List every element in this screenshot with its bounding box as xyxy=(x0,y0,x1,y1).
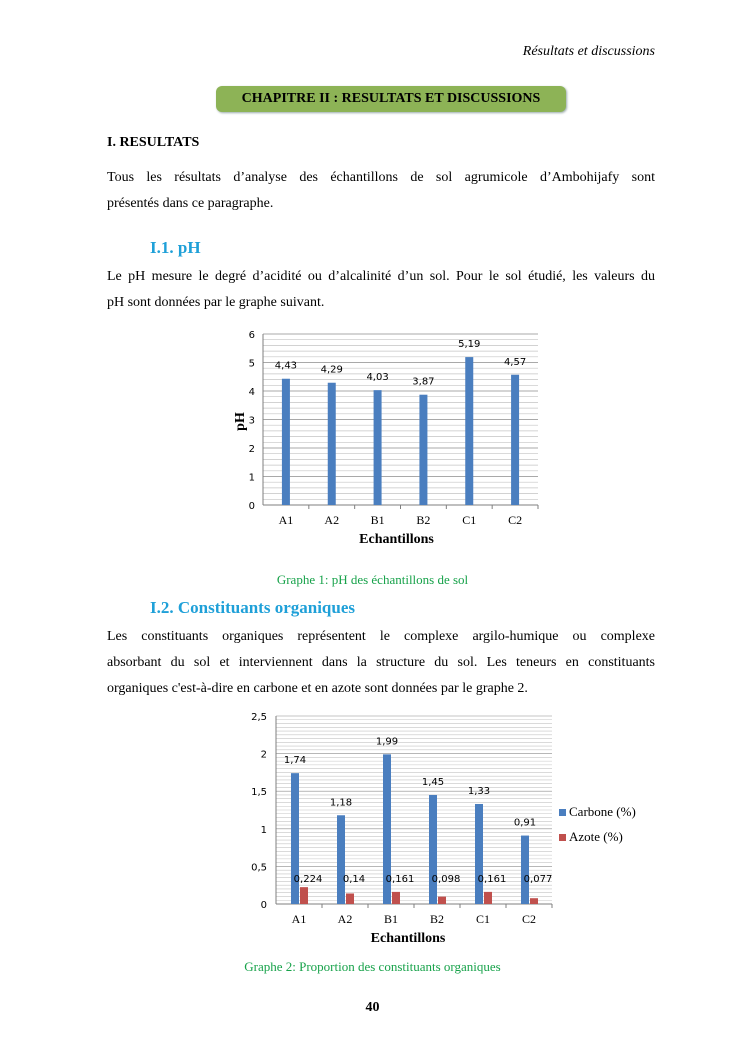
running-header: Résultats et discussions xyxy=(522,44,655,59)
bar-azote-b2 xyxy=(438,897,446,904)
intro-paragraph xyxy=(107,165,655,217)
x-tick-label: C2 xyxy=(508,513,523,527)
constituants-line-2: absorbant du sol et interviennent dans la structure du sol. Les teneurs en constituants xyxy=(107,655,655,670)
bar-label: 1,74 xyxy=(283,755,307,767)
y-tick-label: 1,5 xyxy=(251,787,267,799)
bar-ph-a2 xyxy=(328,383,336,505)
x-tick-label: B2 xyxy=(429,912,445,926)
bar-ph-b1 xyxy=(374,390,382,505)
y-tick-label: 0,5 xyxy=(251,862,267,874)
bar-label: 4,43 xyxy=(274,360,298,372)
bar-azote-c2 xyxy=(530,898,538,904)
y-tick-label: 2,5 xyxy=(251,712,267,723)
y-tick-label: 1 xyxy=(248,472,255,484)
chapter-title-box xyxy=(216,86,566,112)
subsection-heading-ph: I.1. pH xyxy=(150,238,201,257)
subsection-heading-constituants: I.2. Constituants organiques xyxy=(150,598,355,617)
y-tick-label: 5 xyxy=(248,358,255,370)
bar-ph-c2 xyxy=(511,375,519,505)
bar-label: 1,33 xyxy=(467,785,491,797)
y-tick-label: 2 xyxy=(248,444,255,455)
y-tick-label: 6 xyxy=(248,330,255,341)
page-number: 40 xyxy=(365,1000,380,1015)
bar-ph-a1 xyxy=(282,379,290,505)
ph-chart xyxy=(220,325,550,550)
bar-label: 4,29 xyxy=(320,364,343,376)
bar-label: 4,03 xyxy=(366,372,389,384)
bar-carbone-c2 xyxy=(521,836,529,904)
legend-swatch-carbone xyxy=(559,809,566,816)
ph-chart-caption: Graphe 1: pH des échantillons de sol xyxy=(276,572,469,587)
bar-carbone-a2 xyxy=(337,815,345,904)
intro-line-2: présentés dans ce paragraphe. xyxy=(107,196,274,211)
y-tick-label: 1 xyxy=(260,824,267,836)
constituants-line-1: Les constituants organiques représentent le complexe argilo-humique ou complexe xyxy=(107,629,655,644)
y-tick-label: 0 xyxy=(260,900,267,911)
y-axis-title: pH xyxy=(233,412,248,431)
legend-swatch-azote xyxy=(559,834,566,841)
bar-label: 0,91 xyxy=(513,817,537,829)
x-tick-label: B1 xyxy=(370,513,385,527)
x-tick-label: A2 xyxy=(324,513,340,527)
x-tick-label: B1 xyxy=(383,912,399,926)
intro-line-1: Tous les résultats d’analyse des échantillons de sol agrumicole d’Ambohijafy sont xyxy=(107,170,655,185)
y-tick-label: 0 xyxy=(248,501,255,512)
constituants-paragraph xyxy=(107,624,655,702)
bar-label: 0,224 xyxy=(293,874,323,885)
bar-label: 0,098 xyxy=(431,874,461,885)
constituants-line-3: organiques c'est-à-dire en carbone et en azote sont données par le graphe 2. xyxy=(107,681,528,696)
bar-label: 1,99 xyxy=(375,736,399,748)
ph-line-2: pH sont données par le graphe suivant. xyxy=(107,295,325,310)
bar-label: 1,18 xyxy=(329,797,353,809)
organic-chart xyxy=(235,706,665,950)
x-axis-title: Echantillons xyxy=(370,931,446,946)
bar-azote-a1 xyxy=(300,887,308,904)
x-tick-label: B2 xyxy=(416,513,431,527)
bar-label: 0,161 xyxy=(477,874,507,885)
organic-chart-caption: Graphe 2: Proportion des constituants organiques xyxy=(244,959,501,974)
bar-carbone-b2 xyxy=(429,795,437,904)
legend-label-azote: Azote (%) xyxy=(569,829,623,844)
bar-azote-b1 xyxy=(392,892,400,904)
ph-paragraph xyxy=(107,264,655,316)
bar-ph-b2 xyxy=(419,395,427,505)
x-tick-label: C1 xyxy=(462,513,477,527)
bar-label: 0,161 xyxy=(385,874,415,885)
bar-ph-c1 xyxy=(465,357,473,505)
x-tick-label: C2 xyxy=(521,912,537,926)
y-tick-label: 3 xyxy=(248,415,255,427)
bar-label: 3,87 xyxy=(412,376,435,388)
bar-label: 1,45 xyxy=(421,776,445,788)
legend-label-carbone: Carbone (%) xyxy=(569,804,636,819)
bar-azote-a2 xyxy=(346,893,354,904)
x-tick-label: A1 xyxy=(291,912,307,926)
bar-azote-c1 xyxy=(484,892,492,904)
bar-label: 4,57 xyxy=(503,356,527,368)
bar-label: 5,19 xyxy=(458,339,481,351)
x-tick-label: A2 xyxy=(337,912,353,926)
ph-line-1: Le pH mesure le degré d’acidité ou d’alcalinité d’un sol. Pour le sol étudié, les valeurs du xyxy=(107,269,655,284)
bar-label: 0,14 xyxy=(342,874,366,885)
y-tick-label: 2 xyxy=(260,749,267,761)
chapter-title: CHAPITRE II : RESULTATS ET DISCUSSIONS xyxy=(241,91,541,106)
y-tick-label: 4 xyxy=(248,387,255,398)
x-tick-label: A1 xyxy=(278,513,294,527)
x-tick-label: C1 xyxy=(475,912,491,926)
x-axis-title: Echantillons xyxy=(359,532,434,547)
bar-carbone-c1 xyxy=(475,804,483,904)
section-heading-resultats: I. RESULTATS xyxy=(107,135,200,150)
bar-label: 0,077 xyxy=(523,874,553,885)
